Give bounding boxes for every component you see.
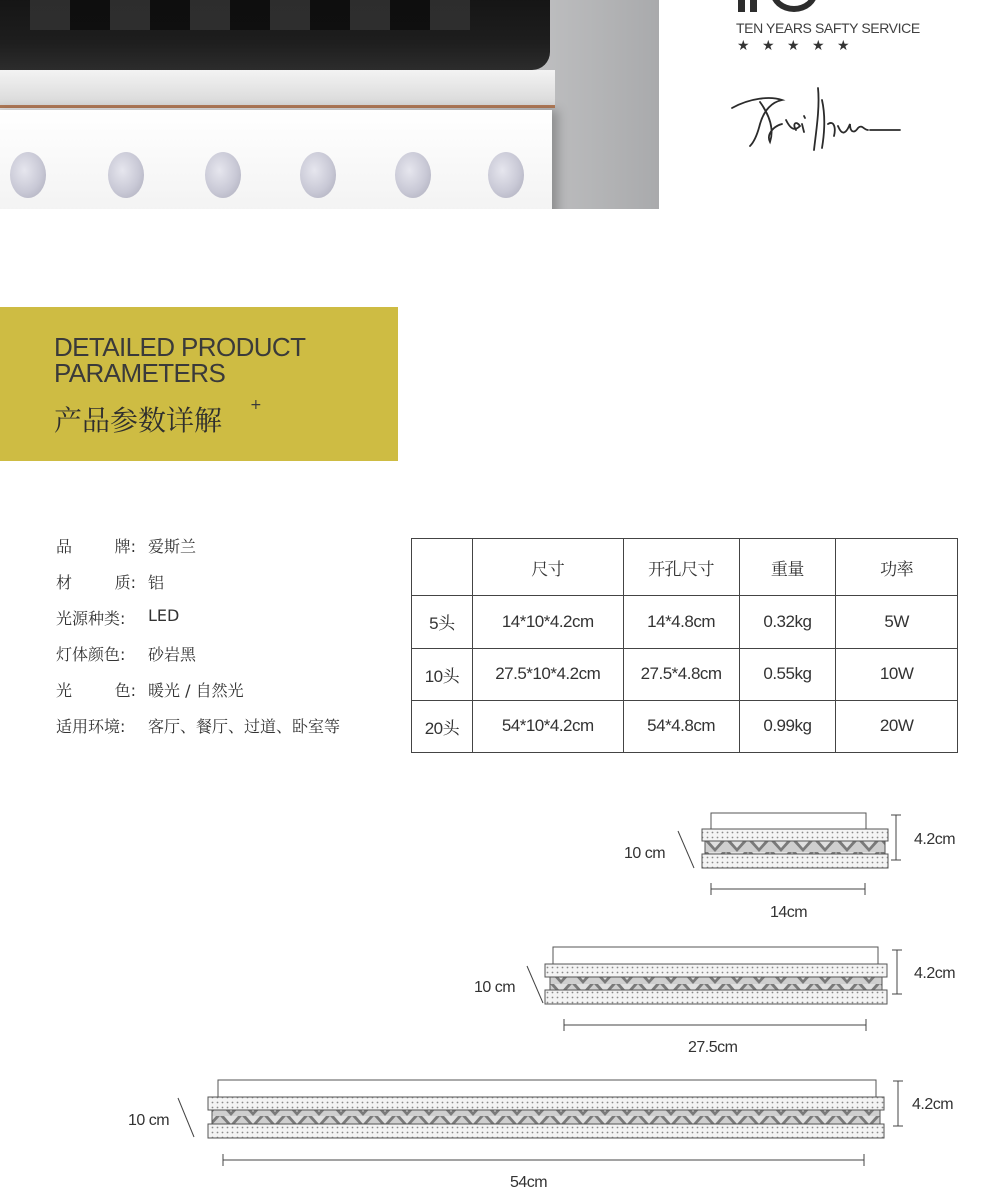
table-row (412, 648, 958, 700)
table-header-row (412, 539, 958, 596)
table-header-cell (412, 539, 473, 596)
section-title-line: PARAMETERS (54, 358, 226, 388)
height-label: 4.2cm (912, 1096, 954, 1113)
table-row (412, 700, 958, 752)
table-cell: 5W (836, 596, 958, 648)
spec-label: 灯体颜色: (56, 645, 126, 664)
table-cell: 5头 (412, 596, 473, 648)
table-header-cell: 重量 (739, 539, 836, 596)
brand-slogan: TEN YEARS SAFTY SERVICE (736, 20, 920, 36)
section-header-block (0, 307, 398, 461)
length-label: 27.5cm (688, 1039, 738, 1056)
product-photo (0, 0, 659, 209)
lamp-white-panel (0, 110, 552, 209)
spec-label (56, 570, 136, 593)
table-row (412, 596, 958, 648)
table-cell: 14*4.8cm (623, 596, 739, 648)
spec-value: 砂岩黑 (148, 645, 197, 664)
table-header-cell: 尺寸 (472, 539, 623, 596)
table-cell: 0.32kg (739, 596, 836, 648)
length-label: 54cm (510, 1174, 548, 1191)
depth-label: 10 cm (128, 1112, 170, 1129)
lamp-hole (205, 152, 241, 198)
diagram-10-head (474, 947, 955, 1056)
height-label: 4.2cm (914, 831, 956, 848)
spec-label-char: 光 (56, 681, 73, 700)
table-cell: 10头 (412, 648, 473, 700)
dimension-diagrams (0, 790, 990, 1199)
section-title-line: DETAILED PRODUCT (54, 332, 306, 362)
table-cell: 54*4.8cm (623, 700, 739, 752)
spec-label (56, 534, 136, 557)
spec-label-char: 质: (114, 573, 136, 592)
table-cell: 10W (836, 648, 958, 700)
height-label: 4.2cm (914, 965, 956, 982)
spec-label: 光源种类: (56, 609, 126, 628)
table-cell: 54*10*4.2cm (472, 700, 623, 752)
lamp-trim (0, 70, 555, 108)
spec-label-char: 品 (56, 537, 73, 556)
spec-value: 铝 (148, 573, 165, 592)
table-header-cell: 开孔尺寸 (623, 539, 739, 596)
table-header-cell: 功率 (836, 539, 958, 596)
lamp-hole (488, 152, 524, 198)
lamp-hole (395, 152, 431, 198)
depth-label: 10 cm (624, 845, 666, 862)
lamp-hole (10, 152, 46, 198)
spec-label-char: 牌: (114, 537, 136, 556)
table-cell: 20W (836, 700, 958, 752)
section-title-english (54, 334, 384, 386)
table-cell: 20头 (412, 700, 473, 752)
logo-ring (770, 0, 818, 12)
depth-label: 10 cm (474, 979, 516, 996)
logo-bar (738, 0, 745, 12)
spec-value: 客厅、餐厅、过道、卧室等 (148, 717, 341, 736)
parameter-table (411, 538, 958, 753)
spec-value: 爱斯兰 (148, 537, 197, 556)
lamp-hole (300, 152, 336, 198)
length-label: 14cm (770, 904, 808, 921)
brand-logo (738, 0, 848, 14)
lamp-hole (108, 152, 144, 198)
spec-label: 适用环境: (56, 717, 126, 736)
table-cell: 27.5*10*4.2cm (472, 648, 623, 700)
table-cell: 27.5*4.8cm (623, 648, 739, 700)
spec-label-char: 材 (56, 573, 73, 592)
plus-icon: + (250, 397, 262, 413)
rating-stars: ★ ★ ★ ★ ★ (737, 38, 854, 54)
table-cell: 0.99kg (739, 700, 836, 752)
diagram-20-head (128, 1080, 953, 1191)
spec-label-char: 色: (114, 681, 136, 700)
lamp-dark-body (0, 0, 550, 70)
section-title-chinese: 产品参数详解 (54, 404, 223, 437)
table-cell: 14*10*4.2cm (472, 596, 623, 648)
table-cell: 0.55kg (739, 648, 836, 700)
logo-bar (750, 0, 757, 12)
diagram-5-head (624, 813, 955, 921)
spec-value: 暖光 / 自然光 (148, 681, 244, 700)
spec-label (56, 678, 136, 701)
spec-value: LED (148, 606, 180, 625)
signature-image (730, 80, 905, 165)
